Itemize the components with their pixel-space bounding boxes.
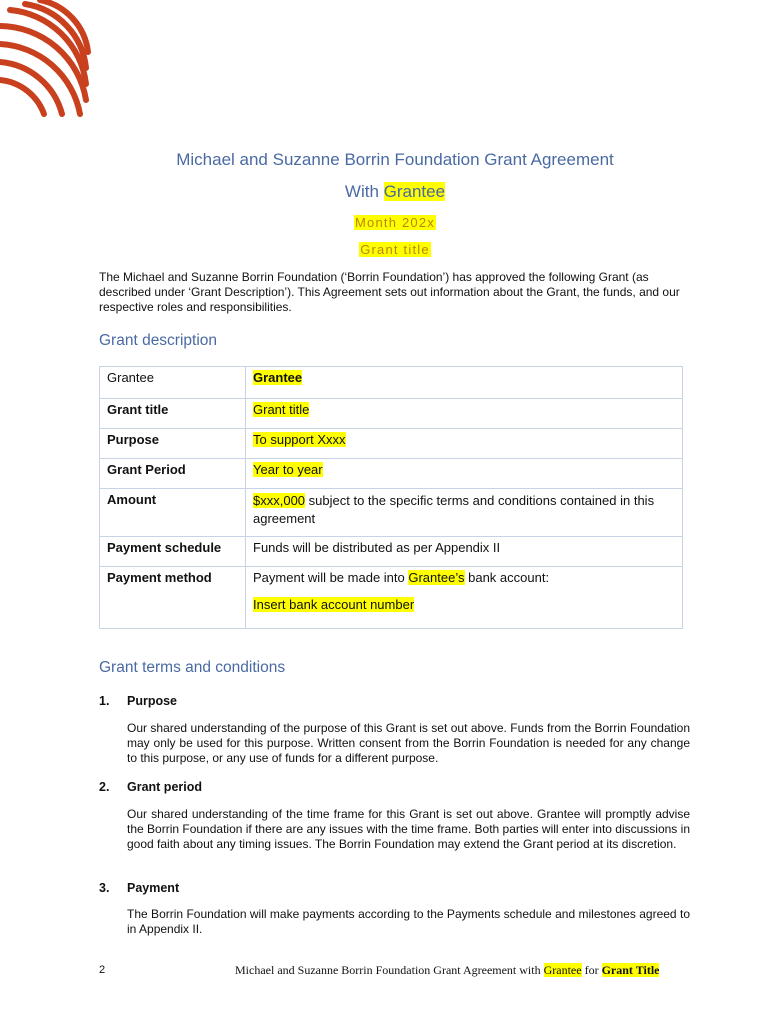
page-title: Michael and Suzanne Borrin Foundation Grant Agreement bbox=[176, 150, 614, 169]
section-number: 3. bbox=[99, 881, 110, 895]
row-label: Grant Period bbox=[100, 459, 246, 489]
section-title: Grant period bbox=[127, 780, 203, 794]
row-value bbox=[246, 489, 683, 537]
payment-method-line1 bbox=[253, 570, 675, 585]
row-label: Payment schedule bbox=[100, 537, 246, 567]
footer-grantee: Grantee bbox=[543, 963, 582, 977]
intro-paragraph: The Michael and Suzanne Borrin Foundation (‘Borrin Foundation’) has approved the following Grant (as described under ‘Grant Description’). This Agreement sets out information about the Grant, the funds, and our respective roles and responsibilities. bbox=[99, 270, 680, 314]
grant-description-heading: Grant description bbox=[99, 332, 218, 349]
amount-rest: subject to the specific terms and conditions contained in this agreement bbox=[253, 493, 655, 526]
payment-grantee: Grantee’s bbox=[408, 570, 465, 585]
section-body: Our shared understanding of the time frame for this Grant is set out above. Grantee will promptly advise the Borrin Foundation if there are any issues with the time frame. Both parties will enter into discussions in good faith about any timing issues. The Borrin Foundation may extend the Grant period at its discretion. bbox=[127, 807, 690, 851]
row-label: Amount bbox=[100, 489, 246, 537]
payment-prefix: Payment will be made into bbox=[253, 570, 409, 585]
table-row bbox=[100, 367, 683, 399]
table-row bbox=[100, 429, 683, 459]
row-value: Funds will be distributed as per Appendix II bbox=[246, 537, 683, 567]
grantee-value: Grantee bbox=[253, 370, 303, 385]
section-title: Payment bbox=[127, 881, 180, 895]
row-value bbox=[246, 459, 683, 489]
row-value bbox=[246, 367, 683, 399]
section-body: Our shared understanding of the purpose of this Grant is set out above. Funds from the Borrin Foundation may only be used for this purpose. Written consent from the Borrin Foundation is needed for any change to this purpose, or any use of funds for a different purpose. bbox=[127, 721, 690, 765]
grant-title-line bbox=[0, 242, 770, 257]
footer-prefix: Michael and Suzanne Borrin Foundation Grant Agreement with bbox=[235, 963, 541, 977]
page-number: 2 bbox=[99, 964, 106, 976]
footer-grant-title: Grant Title bbox=[601, 963, 660, 977]
table-row bbox=[100, 567, 683, 629]
table-row bbox=[100, 489, 683, 537]
grant-terms-heading: Grant terms and conditions bbox=[99, 659, 286, 676]
table-row bbox=[100, 537, 683, 567]
purpose-cell: To support Xxxx bbox=[253, 432, 346, 447]
bank-account-placeholder: Insert bank account number bbox=[253, 597, 415, 612]
footer-text bbox=[235, 963, 659, 978]
grant-period-cell: Year to year bbox=[253, 462, 323, 477]
row-value bbox=[246, 399, 683, 429]
grant-description-table bbox=[99, 366, 683, 629]
foundation-logo-icon bbox=[0, 0, 100, 118]
row-label: Payment method bbox=[100, 567, 246, 629]
row-label: Purpose bbox=[100, 429, 246, 459]
with-grantee-name: Grantee bbox=[383, 182, 446, 201]
grant-title-value: Grant title bbox=[360, 242, 430, 257]
row-label: Grantee bbox=[100, 367, 246, 399]
with-grantee-line bbox=[0, 182, 770, 202]
footer-for: for bbox=[584, 963, 599, 977]
section-number: 2. bbox=[99, 780, 110, 794]
payment-suffix: bank account: bbox=[464, 570, 550, 585]
month-value: Month 202x bbox=[355, 215, 435, 230]
section-body: The Borrin Foundation will make payments according to the Payments schedule and milestones agreed to in Appendix II. bbox=[127, 907, 690, 936]
month-line bbox=[0, 215, 770, 230]
row-value bbox=[246, 429, 683, 459]
grant-title-cell: Grant title bbox=[253, 402, 310, 417]
payment-method-line2 bbox=[253, 597, 675, 612]
amount-highlight: $xxx,000 bbox=[253, 493, 306, 508]
table-row bbox=[100, 399, 683, 429]
row-value bbox=[246, 567, 683, 629]
section-title: Purpose bbox=[127, 694, 178, 708]
table-row bbox=[100, 459, 683, 489]
with-prefix: With bbox=[344, 182, 379, 201]
section-number: 1. bbox=[99, 694, 110, 708]
row-label: Grant title bbox=[100, 399, 246, 429]
